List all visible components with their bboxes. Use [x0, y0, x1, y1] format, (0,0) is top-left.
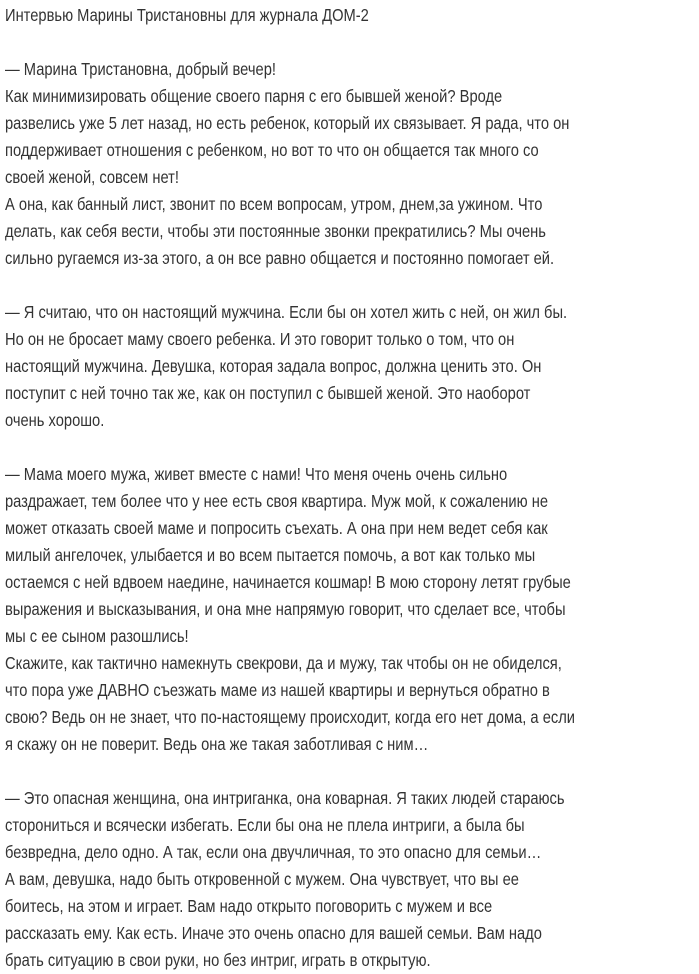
text-line: — Это опасная женщина, она интриганка, она коварная. Я таких людей стараюсь: [5, 788, 565, 808]
text-line: А вам, девушка, надо быть откровенной с мужем. Она чувствует, что вы ее: [5, 869, 519, 889]
text-line: безвредна, дело одно. А так, если она двучличная, то это опасно для семьи…: [5, 842, 542, 862]
article: [5, 2, 685, 974]
text-line: Но он не бросает маму своего ребенка. И это говорит только о том, что он: [5, 329, 515, 349]
text-line: сильно ругаемся из-за этого, а он все равно общается и постоянно помогает ей.: [5, 248, 555, 268]
text-line: может отказать своей маме и попросить съехать. А она при нем ведет себя как: [5, 518, 548, 538]
text-line: Как минимизировать общение своего парня с его бывшей женой? Вроде: [5, 86, 503, 106]
text-line: А она, как банный лист, звонит по всем вопросам, утром, днем,за ужином. Что: [5, 194, 543, 214]
spacer: [5, 272, 685, 299]
text-line: выражения и высказывания, и она мне напрямую говорит, что сделает все, чтобы: [5, 599, 566, 619]
text-line: я скажу он не поверит. Ведь она же такая заботливая с ним…: [5, 734, 429, 754]
text-line: Скажите, как тактично намекнуть свекрови, да и мужу, так чтобы он не обиделся,: [5, 653, 562, 673]
spacer: [5, 29, 685, 56]
text-line: своей женой, совсем нет!: [5, 167, 179, 187]
text-line: мы с ее сыном разошлись!: [5, 626, 189, 646]
text-line: свою? Ведь он не знает, что по-настоящему происходит, когда его нет дома, а если: [5, 707, 576, 727]
text-line: рассказать ему. Как есть. Иначе это очень опасно для вашей семьи. Вам надо: [5, 923, 542, 943]
spacer: [5, 758, 685, 785]
answer-2: [5, 785, 685, 974]
text-line: что пора уже ДАВНО съезжать маме из нашей квартиры и вернуться обратно в: [5, 680, 550, 700]
article-title: Интервью Марины Тристановны для журнала ДОМ-2: [5, 5, 369, 25]
text-line: — Мама моего мужа, живет вместе с нами! Что меня очень очень сильно: [5, 464, 508, 484]
text-line: очень хорошо.: [5, 410, 105, 430]
text-line: делать, как себя вести, чтобы эти постоянные звонки прекратились? Мы очень: [5, 221, 546, 241]
text-line: остаемся с ней вдвоем наедине, начинается кошмар! В мою сторону летят грубые: [5, 572, 571, 592]
text-line: милый ангелочек, улыбается и во всем пытается помочь, а вот как только мы: [5, 545, 536, 565]
spacer: [5, 434, 685, 461]
text-line: развелись уже 5 лет назад, но есть ребенок, который их связывает. Я рада, что он: [5, 113, 570, 133]
text-line: поступит с ней точно так же, как он поступил с бывшей женой. Это наоборот: [5, 383, 531, 403]
text-line: — Я считаю, что он настоящий мужчина. Если бы он хотел жить с ней, он жил бы.: [5, 302, 568, 322]
answer-1: [5, 299, 685, 434]
text-line: — Марина Тристановна, добрый вечер!: [5, 59, 276, 79]
question-2: [5, 461, 685, 758]
text-line: поддерживает отношения с ребенком, но вот то что он общается так много со: [5, 140, 539, 160]
text-line: раздражает, тем более что у нее есть своя квартира. Муж мой, к сожалению не: [5, 491, 549, 511]
text-line: сторониться и всячески избегать. Если бы она не плела интриги, а была бы: [5, 815, 525, 835]
question-1: [5, 56, 685, 272]
text-line: брать ситуацию в свои руки, но без интриг, играть в открытую.: [5, 950, 431, 970]
text-line: настоящий мужчина. Девушка, которая задала вопрос, должна ценить это. Он: [5, 356, 542, 376]
text-line: боитесь, на этом и играет. Вам надо открыто поговорить с мужем и все: [5, 896, 493, 916]
